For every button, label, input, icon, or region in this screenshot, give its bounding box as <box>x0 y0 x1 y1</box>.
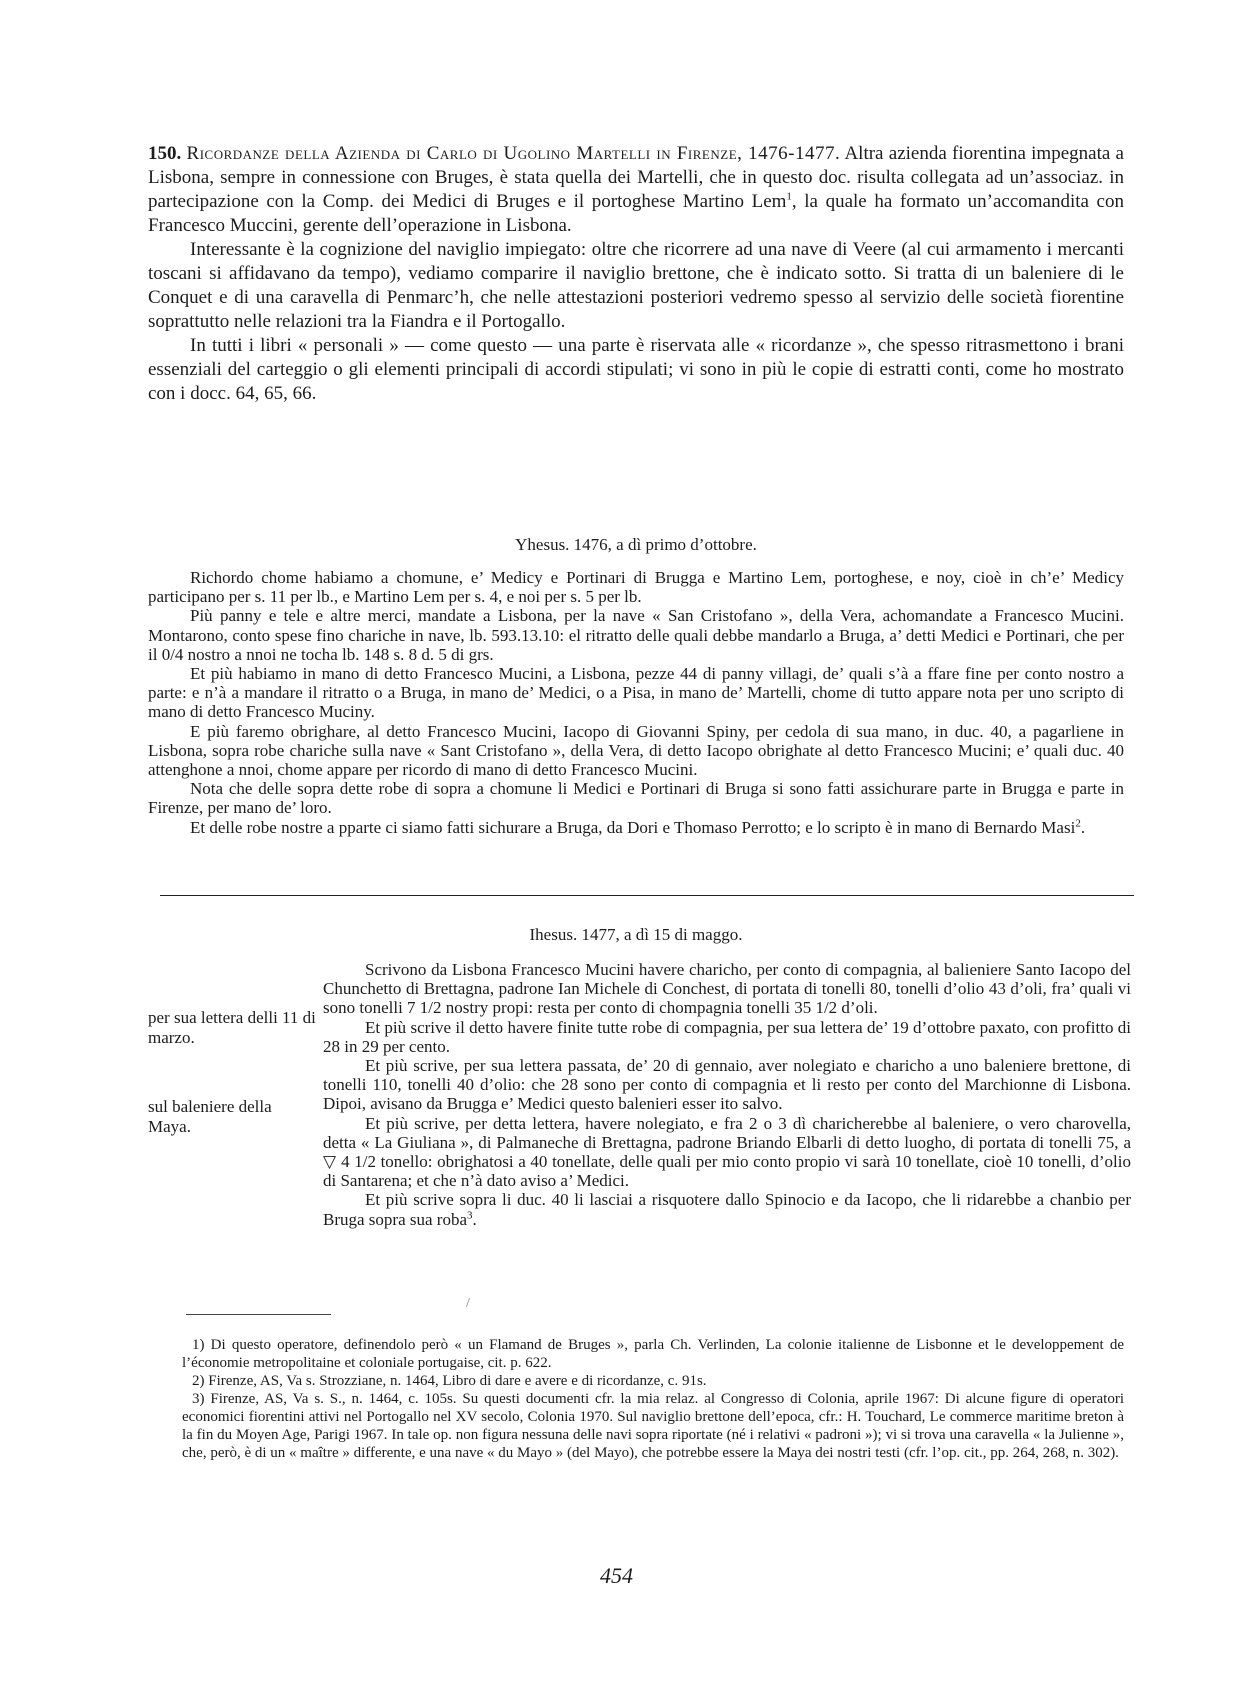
page-number: 454 <box>600 1563 633 1588</box>
document-heading: Ricordanze della Azienda di Carlo di Ugolino Martelli in Firenze, 1476-1477. <box>186 143 841 164</box>
doc2-heading: Ihesus. 1477, a dì 15 di maggo. <box>529 925 743 944</box>
doc2-paragraph-5 <box>323 1190 1131 1228</box>
doc1-text-6-tail: . <box>1080 817 1086 837</box>
footnote-1: 1) Di questo operatore, definendolo però « un Flamand de Bruges », parla Ch. Verlinden, La colonie italienne de Lisbonne et le developpement de l’économie metropolitaine et coloniale portugaise, cit. p. 622. <box>182 1337 1124 1371</box>
doc2-text-5: Et più scrive sopra li duc. 40 li lasciai a risquotere dallo Spinocio e da Iacopo, che li ridarebbe a chanbio per Bruga sopra sua roba <box>323 1190 1131 1229</box>
doc1-heading: Yhesus. 1476, a dì primo d’ottobre. <box>515 535 757 554</box>
footnote-divider <box>186 1314 331 1315</box>
intro-text-1-tail: , la quale ha formato un’accomandita con Francesco Muccini, gerente dell’operazione in Lisbona. <box>148 191 1124 236</box>
footnote-ref-1: 1 <box>786 190 792 203</box>
footnotes <box>182 1336 1124 1462</box>
footnote-ref-2: 2 <box>1075 816 1081 829</box>
footnote-2: 2) Firenze, AS, Va s. Strozziane, n. 1464, Libro di dare e avere e di ricordanze, c. 91s. <box>192 1373 707 1389</box>
doc1-paragraph-5: Nota che delle sopra dette robe di sopra a chomune li Medici e Portinari di Bruga si sono fatti assichurare parte in Brugga e parte in Firenze, per mano de’ loro. <box>148 779 1124 818</box>
footnote-3: 3) Firenze, AS, Va s. S., n. 1464, c. 105s. Su questi documenti cfr. la mia relaz. al Congresso di Colonia, aprile 1967: Di alcune figure di operatori economici fiorentini attivi nel Portogallo nel XV secolo, Colonia 1970. Sul naviglio brettone dell’epoca, cfr.: H. Touchard, Le commerce maritime breton à la fin du Moyen Age, Parigi 1967. In tale op. non figura nessuna delle navi sopra riportate (né i relativi « padroni »); vi si trova una caravella « la Julienne », che, però, è di un « maître » differente, e una nave « du Mayo » (del Mayo), che potrebbe essere la Maya dei nostri testi (cfr. l’op. cit., pp. 264, 268, n. 302). <box>182 1391 1124 1461</box>
document-number: 150. <box>148 143 182 164</box>
doc1-paragraph-3: Et più habiamo in mano di detto Francesco Mucini, a Lisbona, pezze 44 di panny villagi, de’ quali s’à a ffare fine per conto nostro a parte: e n’à a mandare il ritratto o a Bruga, in mano de’ Medici, o a Pisa, in mano de’ Martelli, chome di tutto appare nota per uno scripto di mano di detto Francesco Muciny. <box>148 664 1124 722</box>
stray-mark: / <box>466 1296 470 1311</box>
doc2-text <box>323 960 1131 1229</box>
doc2-paragraph-1: Scrivono da Lisbona Francesco Mucini havere charicho, per conto di compagnia, al balieniere Santo Iacopo del Chunchetto di Brettagna, padrone Ian Michele di Conchest, di portata di tonelli 80, tonelli d’olio 43 d’oli, fra’ quali vi sono tonelli 7 1/2 nostry propi: resta per conto di chompagnia tonelli 35 1/2 d’oli. <box>323 960 1131 1018</box>
intro-paragraph-1 <box>148 142 1124 238</box>
doc1-paragraph-1: Richordo chome habiamo a chomune, e’ Medicy e Portinari di Brugga e Martino Lem, portoghese, e noy, cioè in ch’e’ Medicy participano per s. 11 per lb., e Martino Lem per s. 4, e noi per s. 5 per lb. <box>148 568 1124 607</box>
doc1-paragraph-6 <box>148 818 1124 837</box>
margin-note-1: per sua lettera delli 11 di marzo. <box>148 1008 316 1047</box>
intro-text-1: Altra azienda fiorentina impegnata a Lisbona, sempre in connessione con Bruges, è stata quella dei Martelli, che in questo doc. risulta collegata ad un’associaz. in partecipazione con la Comp. dei Medici di Bruges e il portoghese Martino Lem <box>148 143 1124 212</box>
margin-note-2: sul baleniere della Maya. <box>148 1097 272 1136</box>
doc2-text-5-tail: . <box>472 1209 477 1229</box>
doc1-text <box>148 568 1124 837</box>
intro-section <box>148 142 1124 406</box>
doc1-text-6: Et delle robe nostre a pparte ci siamo fatti sichurare a Bruga, da Dori e Thomaso Perrotto; e lo scripto è in mano di Bernardo Masi <box>190 817 1076 837</box>
doc2-paragraph-4: Et più scrive, per detta lettera, havere nolegiato, e fra 2 o 3 dì charicherebbe al baleniere, o vero charovella, detta « La Giuliana », di Palmaneche di Brettagna, padrone Briando Elbarli di detto luogho, di portata di tonelli 75, a ▽ 4 1/2 tonello: obrighatosi a 40 tonellate, delle quali per mio conto propio vi sarà 10 tonellate, cioè 10 tonelli, d’olio di Santarena; et che n’à dato aviso a’ Medici. <box>323 1113 1131 1191</box>
section-divider <box>160 895 1134 896</box>
intro-paragraph-2: Interessante è la cognizione del naviglio impiegato: oltre che ricorrere ad una nave di Veere (al cui armamento i mercanti toscani si affidavano da tempo), vediamo comparire il naviglio brettone, che è indicato sotto. Si tratta di un baleniere di le Conquet e di una caravella di Penmarc’h, che nelle attestazioni posteriori vedremo spesso al servizio delle società fiorentine soprattutto nelle relazioni tra la Fiandra e il Portogallo. <box>148 239 1124 332</box>
doc2-paragraph-3: Et più scrive, per sua lettera passata, de’ 20 di gennaio, aver nolegiato e charicho a uno baleniere brettone, di tonelli 110, tonelli 40 d’olio: che 28 sono per conto di compagnia et li resto per conto del Marchionne di Lisbona. Dipoi, avisano da Brugga e’ Medici questo balenieri esser ito salvo. <box>323 1056 1131 1114</box>
doc1-paragraph-2: Più panny e tele e altre merci, mandate a Lisbona, per la nave « San Cristofano », della Vera, achomandate a Francesco Mucini. Montarono, conto spese fino chariche in nave, lb. 593.13.10: el ritratto delle quali debbe mandarlo a Bruga, a’ detti Medici e Portinari, che per il 0/4 nostro a nnoi ne tocha lb. 148 s. 8 d. 5 di grs. <box>148 606 1124 664</box>
doc1-paragraph-4: E più faremo obrighare, al detto Francesco Mucini, Iacopo di Giovanni Spiny, per cedola di sua mano, in duc. 40, a pagarliene in Lisbona, sopra robe chariche sulla nave « Sant Cristofano », della Vera, di detto Iacopo obrighate al detto Francesco Mucini; e’ quali duc. 40 attenghone a nnoi, chome appare per ricordo di mano di detto Francesco Mucini. <box>148 721 1124 780</box>
footnote-ref-3: 3 <box>467 1208 473 1221</box>
intro-paragraph-3: In tutti i libri « personali » — come questo — una parte è riservata alle « ricordanze », che spesso ritrasmettono i brani essenziali del carteggio o gli elementi principali di accordi stipulati; vi sono in più le copie di estratti conti, come ho mostrato con i docc. 64, 65, 66. <box>148 335 1124 404</box>
doc2-paragraph-2: Et più scrive il detto havere finite tutte robe di compagnia, per sua lettera de’ 19 d’ottobre paxato, con profitto di 28 in 29 per cento. <box>323 1017 1131 1056</box>
